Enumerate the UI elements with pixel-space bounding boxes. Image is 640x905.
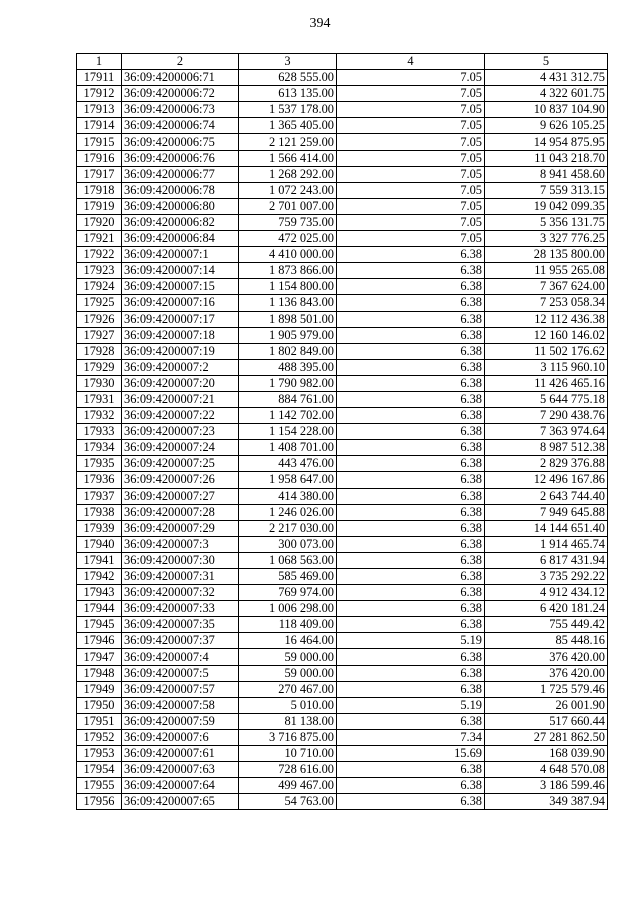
table-row — [77, 762, 608, 778]
rate-cell: 7.05 — [337, 134, 485, 150]
table-row — [77, 359, 608, 375]
cadastral-number-cell: 36:09:4200007:64 — [122, 778, 239, 794]
header-row — [77, 54, 608, 70]
area-cell: 4 410 000.00 — [239, 247, 337, 263]
table-row — [77, 86, 608, 102]
value-cell: 8 987 512.38 — [485, 440, 608, 456]
area-cell: 5 010.00 — [239, 697, 337, 713]
value-cell: 12 112 436.38 — [485, 311, 608, 327]
table-row — [77, 408, 608, 424]
value-cell: 7 559 313.15 — [485, 182, 608, 198]
row-number-cell: 17941 — [77, 552, 122, 568]
value-cell: 85 448.16 — [485, 633, 608, 649]
rate-cell: 7.05 — [337, 118, 485, 134]
table-row — [77, 536, 608, 552]
area-cell: 1 154 228.00 — [239, 424, 337, 440]
table-row — [77, 134, 608, 150]
column-header-2: 2 — [122, 54, 239, 70]
cadastral-number-cell: 36:09:4200007:5 — [122, 665, 239, 681]
area-cell: 300 073.00 — [239, 536, 337, 552]
area-cell: 1 898 501.00 — [239, 311, 337, 327]
rate-cell: 7.34 — [337, 729, 485, 745]
area-cell: 270 467.00 — [239, 681, 337, 697]
cadastral-number-cell: 36:09:4200007:63 — [122, 762, 239, 778]
table-row — [77, 552, 608, 568]
table-row — [77, 214, 608, 230]
value-cell: 2 829 376.88 — [485, 456, 608, 472]
row-number-cell: 17932 — [77, 408, 122, 424]
row-number-cell: 17921 — [77, 231, 122, 247]
row-number-cell: 17920 — [77, 214, 122, 230]
value-cell: 14 954 875.95 — [485, 134, 608, 150]
rate-cell: 6.38 — [337, 472, 485, 488]
row-number-cell: 17943 — [77, 585, 122, 601]
rate-cell: 7.05 — [337, 86, 485, 102]
area-cell: 59 000.00 — [239, 649, 337, 665]
cadastral-number-cell: 36:09:4200007:28 — [122, 504, 239, 520]
table-row — [77, 279, 608, 295]
row-number-cell: 17918 — [77, 182, 122, 198]
cadastral-number-cell: 36:09:4200007:19 — [122, 343, 239, 359]
rate-cell: 6.38 — [337, 585, 485, 601]
cadastral-number-cell: 36:09:4200007:30 — [122, 552, 239, 568]
table-row — [77, 311, 608, 327]
row-number-cell: 17940 — [77, 536, 122, 552]
cadastral-number-cell: 36:09:4200006:72 — [122, 86, 239, 102]
value-cell: 11 502 176.62 — [485, 343, 608, 359]
rate-cell: 6.38 — [337, 681, 485, 697]
rate-cell: 7.05 — [337, 182, 485, 198]
value-cell: 349 387.94 — [485, 794, 608, 810]
cadastral-number-cell: 36:09:4200007:24 — [122, 440, 239, 456]
cadastral-number-cell: 36:09:4200007:6 — [122, 729, 239, 745]
cadastral-number-cell: 36:09:4200007:31 — [122, 569, 239, 585]
cadastral-number-cell: 36:09:4200006:71 — [122, 70, 239, 86]
value-cell: 3 115 960.10 — [485, 359, 608, 375]
value-cell: 517 660.44 — [485, 713, 608, 729]
area-cell: 54 763.00 — [239, 794, 337, 810]
area-cell: 3 716 875.00 — [239, 729, 337, 745]
row-number-cell: 17942 — [77, 569, 122, 585]
cadastral-number-cell: 36:09:4200006:80 — [122, 198, 239, 214]
value-cell: 5 644 775.18 — [485, 391, 608, 407]
area-cell: 499 467.00 — [239, 778, 337, 794]
rate-cell: 6.38 — [337, 247, 485, 263]
row-number-cell: 17933 — [77, 424, 122, 440]
row-number-cell: 17914 — [77, 118, 122, 134]
cadastral-number-cell: 36:09:4200007:57 — [122, 681, 239, 697]
table-row — [77, 166, 608, 182]
table-row — [77, 247, 608, 263]
value-cell: 7 290 438.76 — [485, 408, 608, 424]
table-row — [77, 697, 608, 713]
row-number-cell: 17952 — [77, 729, 122, 745]
rate-cell: 6.38 — [337, 375, 485, 391]
value-cell: 7 949 645.88 — [485, 504, 608, 520]
area-cell: 1 537 178.00 — [239, 102, 337, 118]
row-number-cell: 17912 — [77, 86, 122, 102]
row-number-cell: 17924 — [77, 279, 122, 295]
area-cell: 1 365 405.00 — [239, 118, 337, 134]
rate-cell: 6.38 — [337, 601, 485, 617]
rate-cell: 6.38 — [337, 343, 485, 359]
row-number-cell: 17947 — [77, 649, 122, 665]
value-cell: 376 420.00 — [485, 649, 608, 665]
cadastral-number-cell: 36:09:4200007:26 — [122, 472, 239, 488]
value-cell: 4 322 601.75 — [485, 86, 608, 102]
table-row — [77, 778, 608, 794]
data-table — [76, 53, 608, 810]
value-cell: 3 327 776.25 — [485, 231, 608, 247]
row-number-cell: 17953 — [77, 746, 122, 762]
value-cell: 19 042 099.35 — [485, 198, 608, 214]
table-row — [77, 633, 608, 649]
row-number-cell: 17922 — [77, 247, 122, 263]
table-row — [77, 150, 608, 166]
cadastral-number-cell: 36:09:4200007:21 — [122, 391, 239, 407]
area-cell: 884 761.00 — [239, 391, 337, 407]
area-cell: 1 136 843.00 — [239, 295, 337, 311]
area-cell: 1 154 800.00 — [239, 279, 337, 295]
rate-cell: 7.05 — [337, 166, 485, 182]
area-cell: 414 380.00 — [239, 488, 337, 504]
row-number-cell: 17929 — [77, 359, 122, 375]
table-row — [77, 649, 608, 665]
area-cell: 728 616.00 — [239, 762, 337, 778]
area-cell: 10 710.00 — [239, 746, 337, 762]
value-cell: 6 817 431.94 — [485, 552, 608, 568]
table-row — [77, 118, 608, 134]
cadastral-number-cell: 36:09:4200007:4 — [122, 649, 239, 665]
table-row — [77, 424, 608, 440]
table-row — [77, 520, 608, 536]
table-row — [77, 295, 608, 311]
area-cell: 1 790 982.00 — [239, 375, 337, 391]
row-number-cell: 17954 — [77, 762, 122, 778]
value-cell: 26 001.90 — [485, 697, 608, 713]
table-row — [77, 343, 608, 359]
row-number-cell: 17925 — [77, 295, 122, 311]
area-cell: 16 464.00 — [239, 633, 337, 649]
area-cell: 628 555.00 — [239, 70, 337, 86]
rate-cell: 7.05 — [337, 231, 485, 247]
cadastral-number-cell: 36:09:4200007:61 — [122, 746, 239, 762]
rate-cell: 5.19 — [337, 633, 485, 649]
value-cell: 7 253 058.34 — [485, 295, 608, 311]
cadastral-number-cell: 36:09:4200007:1 — [122, 247, 239, 263]
rate-cell: 6.38 — [337, 778, 485, 794]
rate-cell: 6.38 — [337, 263, 485, 279]
cadastral-number-cell: 36:09:4200007:33 — [122, 601, 239, 617]
area-cell: 1 068 563.00 — [239, 552, 337, 568]
value-cell: 8 941 458.60 — [485, 166, 608, 182]
rate-cell: 6.38 — [337, 713, 485, 729]
rate-cell: 6.38 — [337, 665, 485, 681]
table-row — [77, 70, 608, 86]
cadastral-number-cell: 36:09:4200006:84 — [122, 231, 239, 247]
row-number-cell: 17913 — [77, 102, 122, 118]
cadastral-number-cell: 36:09:4200007:35 — [122, 617, 239, 633]
table-row — [77, 665, 608, 681]
table-row — [77, 681, 608, 697]
row-number-cell: 17937 — [77, 488, 122, 504]
value-cell: 2 643 744.40 — [485, 488, 608, 504]
table-row — [77, 729, 608, 745]
area-cell: 613 135.00 — [239, 86, 337, 102]
table-row — [77, 713, 608, 729]
value-cell: 168 039.90 — [485, 746, 608, 762]
rate-cell: 7.05 — [337, 214, 485, 230]
value-cell: 1 914 465.74 — [485, 536, 608, 552]
row-number-cell: 17927 — [77, 327, 122, 343]
row-number-cell: 17934 — [77, 440, 122, 456]
rate-cell: 6.38 — [337, 359, 485, 375]
value-cell: 27 281 862.50 — [485, 729, 608, 745]
cadastral-number-cell: 36:09:4200007:65 — [122, 794, 239, 810]
table-row — [77, 327, 608, 343]
row-number-cell: 17917 — [77, 166, 122, 182]
cadastral-number-cell: 36:09:4200007:23 — [122, 424, 239, 440]
table-row — [77, 617, 608, 633]
cadastral-number-cell: 36:09:4200007:59 — [122, 713, 239, 729]
row-number-cell: 17919 — [77, 198, 122, 214]
rate-cell: 6.38 — [337, 569, 485, 585]
cadastral-number-cell: 36:09:4200007:3 — [122, 536, 239, 552]
area-cell: 769 974.00 — [239, 585, 337, 601]
table-row — [77, 440, 608, 456]
row-number-cell: 17930 — [77, 375, 122, 391]
table-row — [77, 601, 608, 617]
row-number-cell: 17928 — [77, 343, 122, 359]
rate-cell: 6.38 — [337, 649, 485, 665]
area-cell: 1 958 647.00 — [239, 472, 337, 488]
page-number: 394 — [309, 16, 331, 31]
cadastral-number-cell: 36:09:4200007:27 — [122, 488, 239, 504]
value-cell: 12 496 167.86 — [485, 472, 608, 488]
row-number-cell: 17956 — [77, 794, 122, 810]
area-cell: 443 476.00 — [239, 456, 337, 472]
rate-cell: 15.69 — [337, 746, 485, 762]
row-number-cell: 17911 — [77, 70, 122, 86]
rate-cell: 6.38 — [337, 311, 485, 327]
table-row — [77, 585, 608, 601]
column-header-3: 3 — [239, 54, 337, 70]
area-cell: 1 006 298.00 — [239, 601, 337, 617]
table-row — [77, 198, 608, 214]
rate-cell: 6.38 — [337, 488, 485, 504]
rate-cell: 6.38 — [337, 391, 485, 407]
row-number-cell: 17950 — [77, 697, 122, 713]
cadastral-number-cell: 36:09:4200007:17 — [122, 311, 239, 327]
table-row — [77, 504, 608, 520]
area-cell: 759 735.00 — [239, 214, 337, 230]
area-cell: 81 138.00 — [239, 713, 337, 729]
area-cell: 1 408 701.00 — [239, 440, 337, 456]
rate-cell: 7.05 — [337, 70, 485, 86]
rate-cell: 6.38 — [337, 327, 485, 343]
cadastral-number-cell: 36:09:4200007:16 — [122, 295, 239, 311]
rate-cell: 6.38 — [337, 279, 485, 295]
column-header-4: 4 — [337, 54, 485, 70]
cadastral-number-cell: 36:09:4200006:75 — [122, 134, 239, 150]
rate-cell: 6.38 — [337, 552, 485, 568]
area-cell: 118 409.00 — [239, 617, 337, 633]
value-cell: 10 837 104.90 — [485, 102, 608, 118]
value-cell: 755 449.42 — [485, 617, 608, 633]
rate-cell: 7.05 — [337, 150, 485, 166]
cadastral-number-cell: 36:09:4200007:37 — [122, 633, 239, 649]
rate-cell: 6.38 — [337, 617, 485, 633]
rate-cell: 5.19 — [337, 697, 485, 713]
table-row — [77, 488, 608, 504]
value-cell: 6 420 181.24 — [485, 601, 608, 617]
row-number-cell: 17935 — [77, 456, 122, 472]
rate-cell: 6.38 — [337, 762, 485, 778]
value-cell: 3 186 599.46 — [485, 778, 608, 794]
area-cell: 585 469.00 — [239, 569, 337, 585]
row-number-cell: 17946 — [77, 633, 122, 649]
row-number-cell: 17931 — [77, 391, 122, 407]
value-cell: 11 043 218.70 — [485, 150, 608, 166]
table-row — [77, 746, 608, 762]
cadastral-number-cell: 36:09:4200007:58 — [122, 697, 239, 713]
rate-cell: 7.05 — [337, 198, 485, 214]
row-number-cell: 17948 — [77, 665, 122, 681]
area-cell: 2 701 007.00 — [239, 198, 337, 214]
cadastral-number-cell: 36:09:4200006:82 — [122, 214, 239, 230]
row-number-cell: 17938 — [77, 504, 122, 520]
row-number-cell: 17945 — [77, 617, 122, 633]
row-number-cell: 17939 — [77, 520, 122, 536]
cadastral-number-cell: 36:09:4200006:74 — [122, 118, 239, 134]
value-cell: 4 431 312.75 — [485, 70, 608, 86]
column-header-1: 1 — [77, 54, 122, 70]
cadastral-number-cell: 36:09:4200006:77 — [122, 166, 239, 182]
table-row — [77, 391, 608, 407]
cadastral-number-cell: 36:09:4200007:18 — [122, 327, 239, 343]
column-header-5: 5 — [485, 54, 608, 70]
area-cell: 1 802 849.00 — [239, 343, 337, 359]
value-cell: 9 626 105.25 — [485, 118, 608, 134]
row-number-cell: 17944 — [77, 601, 122, 617]
value-cell: 11 426 465.16 — [485, 375, 608, 391]
cadastral-number-cell: 36:09:4200007:15 — [122, 279, 239, 295]
row-number-cell: 17949 — [77, 681, 122, 697]
row-number-cell: 17955 — [77, 778, 122, 794]
rate-cell: 6.38 — [337, 440, 485, 456]
area-cell: 1 873 866.00 — [239, 263, 337, 279]
rate-cell: 6.38 — [337, 536, 485, 552]
cadastral-number-cell: 36:09:4200007:25 — [122, 456, 239, 472]
cadastral-number-cell: 36:09:4200006:76 — [122, 150, 239, 166]
row-number-cell: 17916 — [77, 150, 122, 166]
value-cell: 14 144 651.40 — [485, 520, 608, 536]
rate-cell: 6.38 — [337, 520, 485, 536]
table-row — [77, 263, 608, 279]
value-cell: 4 912 434.12 — [485, 585, 608, 601]
rate-cell: 6.38 — [337, 456, 485, 472]
area-cell: 1 142 702.00 — [239, 408, 337, 424]
table-row — [77, 569, 608, 585]
cadastral-number-cell: 36:09:4200007:20 — [122, 375, 239, 391]
value-cell: 1 725 579.46 — [485, 681, 608, 697]
row-number-cell: 17926 — [77, 311, 122, 327]
area-cell: 472 025.00 — [239, 231, 337, 247]
area-cell: 2 121 259.00 — [239, 134, 337, 150]
area-cell: 1 246 026.00 — [239, 504, 337, 520]
area-cell: 59 000.00 — [239, 665, 337, 681]
table-row — [77, 375, 608, 391]
value-cell: 7 367 624.00 — [485, 279, 608, 295]
table-row — [77, 182, 608, 198]
value-cell: 5 356 131.75 — [485, 214, 608, 230]
rate-cell: 6.38 — [337, 794, 485, 810]
rate-cell: 6.38 — [337, 295, 485, 311]
row-number-cell: 17915 — [77, 134, 122, 150]
row-number-cell: 17951 — [77, 713, 122, 729]
cadastral-number-cell: 36:09:4200007:32 — [122, 585, 239, 601]
area-cell: 1 566 414.00 — [239, 150, 337, 166]
rate-cell: 7.05 — [337, 102, 485, 118]
value-cell: 376 420.00 — [485, 665, 608, 681]
value-cell: 11 955 265.08 — [485, 263, 608, 279]
value-cell: 3 735 292.22 — [485, 569, 608, 585]
value-cell: 28 135 800.00 — [485, 247, 608, 263]
rate-cell: 6.38 — [337, 504, 485, 520]
value-cell: 12 160 146.02 — [485, 327, 608, 343]
area-cell: 2 217 030.00 — [239, 520, 337, 536]
cadastral-number-cell: 36:09:4200007:22 — [122, 408, 239, 424]
table-row — [77, 231, 608, 247]
value-cell: 7 363 974.64 — [485, 424, 608, 440]
area-cell: 1 268 292.00 — [239, 166, 337, 182]
cadastral-number-cell: 36:09:4200007:14 — [122, 263, 239, 279]
area-cell: 1 072 243.00 — [239, 182, 337, 198]
table-row — [77, 456, 608, 472]
table-row — [77, 794, 608, 810]
cadastral-number-cell: 36:09:4200006:78 — [122, 182, 239, 198]
value-cell: 4 648 570.08 — [485, 762, 608, 778]
cadastral-number-cell: 36:09:4200007:2 — [122, 359, 239, 375]
row-number-cell: 17936 — [77, 472, 122, 488]
cadastral-number-cell: 36:09:4200006:73 — [122, 102, 239, 118]
table-row — [77, 472, 608, 488]
rate-cell: 6.38 — [337, 408, 485, 424]
area-cell: 1 905 979.00 — [239, 327, 337, 343]
area-cell: 488 395.00 — [239, 359, 337, 375]
rate-cell: 6.38 — [337, 424, 485, 440]
cadastral-number-cell: 36:09:4200007:29 — [122, 520, 239, 536]
table-row — [77, 102, 608, 118]
row-number-cell: 17923 — [77, 263, 122, 279]
